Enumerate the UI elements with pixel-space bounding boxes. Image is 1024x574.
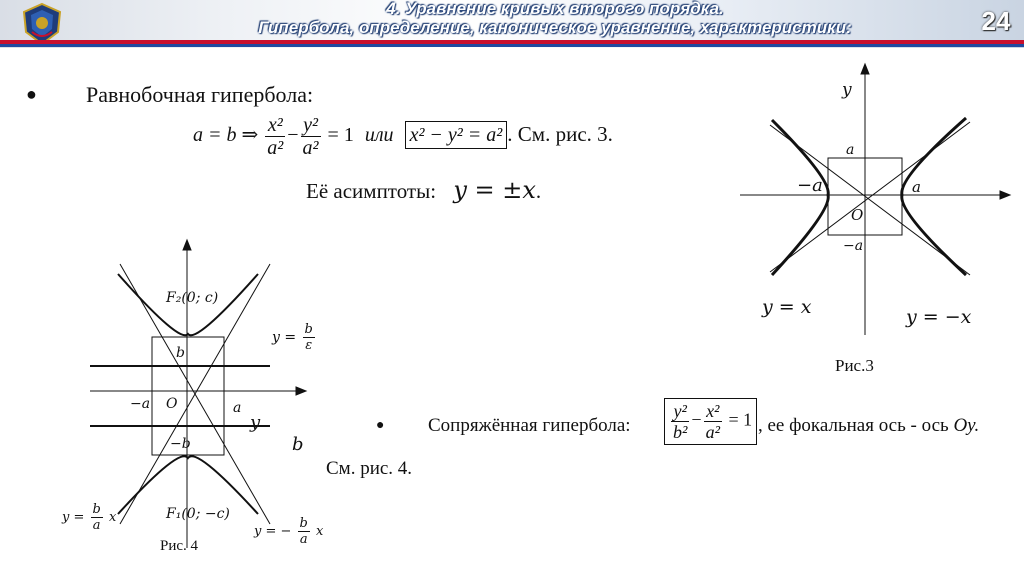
asym-right-frac — [298, 516, 310, 547]
fig4-x-arrow-icon — [296, 387, 306, 395]
section2-tail — [758, 415, 979, 437]
asymptotes-eq: y = ±x — [453, 176, 536, 204]
frac-den: a — [92, 518, 101, 533]
fig4-label-neg-b: −b — [170, 436, 191, 452]
slide-number: 24 — [981, 6, 1011, 36]
fig4-label-b: b — [176, 345, 185, 361]
frac-num: b — [299, 516, 308, 531]
frac-num: y² — [301, 114, 321, 137]
asymptotes-dot: . — [535, 179, 542, 203]
bullet-1: ● — [26, 84, 37, 104]
section1-heading: Равнобочная гипербола: — [86, 82, 314, 107]
header-title-line2: Гипербола, определение, каноническое уравнение, характеристики: — [258, 18, 852, 37]
fig4-label-y: y — [250, 412, 261, 433]
bullet-2: ● — [376, 418, 385, 433]
fig3-right-branch — [902, 118, 966, 275]
asym-left-lhs: y = — [62, 510, 85, 525]
fig4-asym-left-label — [62, 502, 116, 533]
fig3-label-O: O — [851, 206, 864, 224]
focal-axis-text: , ее фокальная ось - ось — [758, 415, 949, 436]
asym-left-var: x — [108, 510, 117, 525]
directrix-lhs: y = — [272, 329, 297, 346]
fig3-left-branch — [772, 120, 828, 275]
fig4-directrix-label — [272, 322, 317, 353]
frac-num: b — [304, 322, 313, 337]
frac-x2-a2 — [704, 401, 722, 442]
fig3-x-arrow-icon — [1000, 191, 1010, 199]
fig4-focus-top: F₂(0; c) — [166, 290, 219, 306]
eq-lhs: a = b ⇒ — [193, 124, 259, 147]
fig3-y-arrow-icon — [861, 64, 869, 74]
eq-rhs: = 1 — [327, 124, 354, 147]
asym-right-lhs: y = − — [254, 524, 292, 539]
eq-rhs: = 1 — [728, 409, 753, 430]
directrix-frac — [303, 322, 315, 353]
fig3-label-neg-a-bottom: −a — [843, 238, 864, 254]
fig4-asym-right-label — [254, 516, 323, 547]
fig4-label-a: a — [233, 400, 242, 416]
conjugate-boxed-eq — [664, 398, 757, 445]
fig3-label-neg-a-left: −a — [797, 175, 823, 196]
frac-num: x² — [704, 401, 722, 422]
slide-header — [0, 0, 1024, 48]
asym-right-var: x — [316, 524, 324, 539]
asym-left-frac — [91, 502, 103, 533]
frac-den: ε — [305, 338, 313, 353]
fig4-label-b-right: b — [292, 434, 304, 455]
see-fig4-ref: См. рис. 4. — [326, 458, 413, 479]
or-word: или — [364, 124, 394, 147]
fig3-label-y: y — [842, 80, 852, 100]
frac-den: a² — [267, 137, 284, 159]
fig3-asym2-label: y = −x — [906, 306, 972, 328]
frac-num: x² — [265, 114, 285, 137]
fig3-label-a-right: a — [912, 178, 921, 196]
focal-axis-name: Oy. — [953, 415, 980, 436]
fig4-focus-bottom: F₁(0; −c) — [166, 506, 230, 522]
frac-num: y² — [671, 401, 689, 422]
section1-equation — [193, 114, 613, 159]
frac-den: a — [299, 532, 308, 547]
frac-den: a² — [302, 137, 319, 159]
frac-num: b — [92, 502, 101, 517]
see-fig3-ref: . См. рис. 3. — [507, 122, 613, 147]
fig4-y-arrow-icon — [183, 240, 191, 250]
minus-sign: − — [287, 124, 299, 147]
section2-equation — [664, 398, 757, 445]
frac-x2-a2 — [265, 114, 285, 159]
fig3-caption: Рис.3 — [835, 356, 874, 375]
section2-heading: Сопряжённая гипербола: — [428, 415, 631, 436]
frac-y2-a2 — [301, 114, 321, 159]
fig3-label-a-top: a — [846, 142, 855, 158]
fig4-label-O: O — [166, 396, 178, 412]
fig3-asym1-label: y = x — [762, 296, 812, 318]
asymptotes-line — [306, 176, 541, 204]
fig4-caption: Рис. 4 — [160, 538, 199, 554]
frac-y2-b2 — [671, 401, 689, 442]
frac-den: b² — [673, 422, 688, 442]
fig4-label-neg-a: −a — [130, 396, 151, 412]
header-blue-stripe — [0, 44, 1024, 47]
header-title-line1: 4. Уравнение кривых второго порядка. — [386, 0, 724, 18]
frac-den: a² — [705, 422, 720, 442]
asymptotes-label: Её асимптоты: — [306, 179, 437, 203]
boxed-equation: x² − y² = a² — [405, 121, 508, 149]
minus-sign: − — [691, 409, 702, 430]
